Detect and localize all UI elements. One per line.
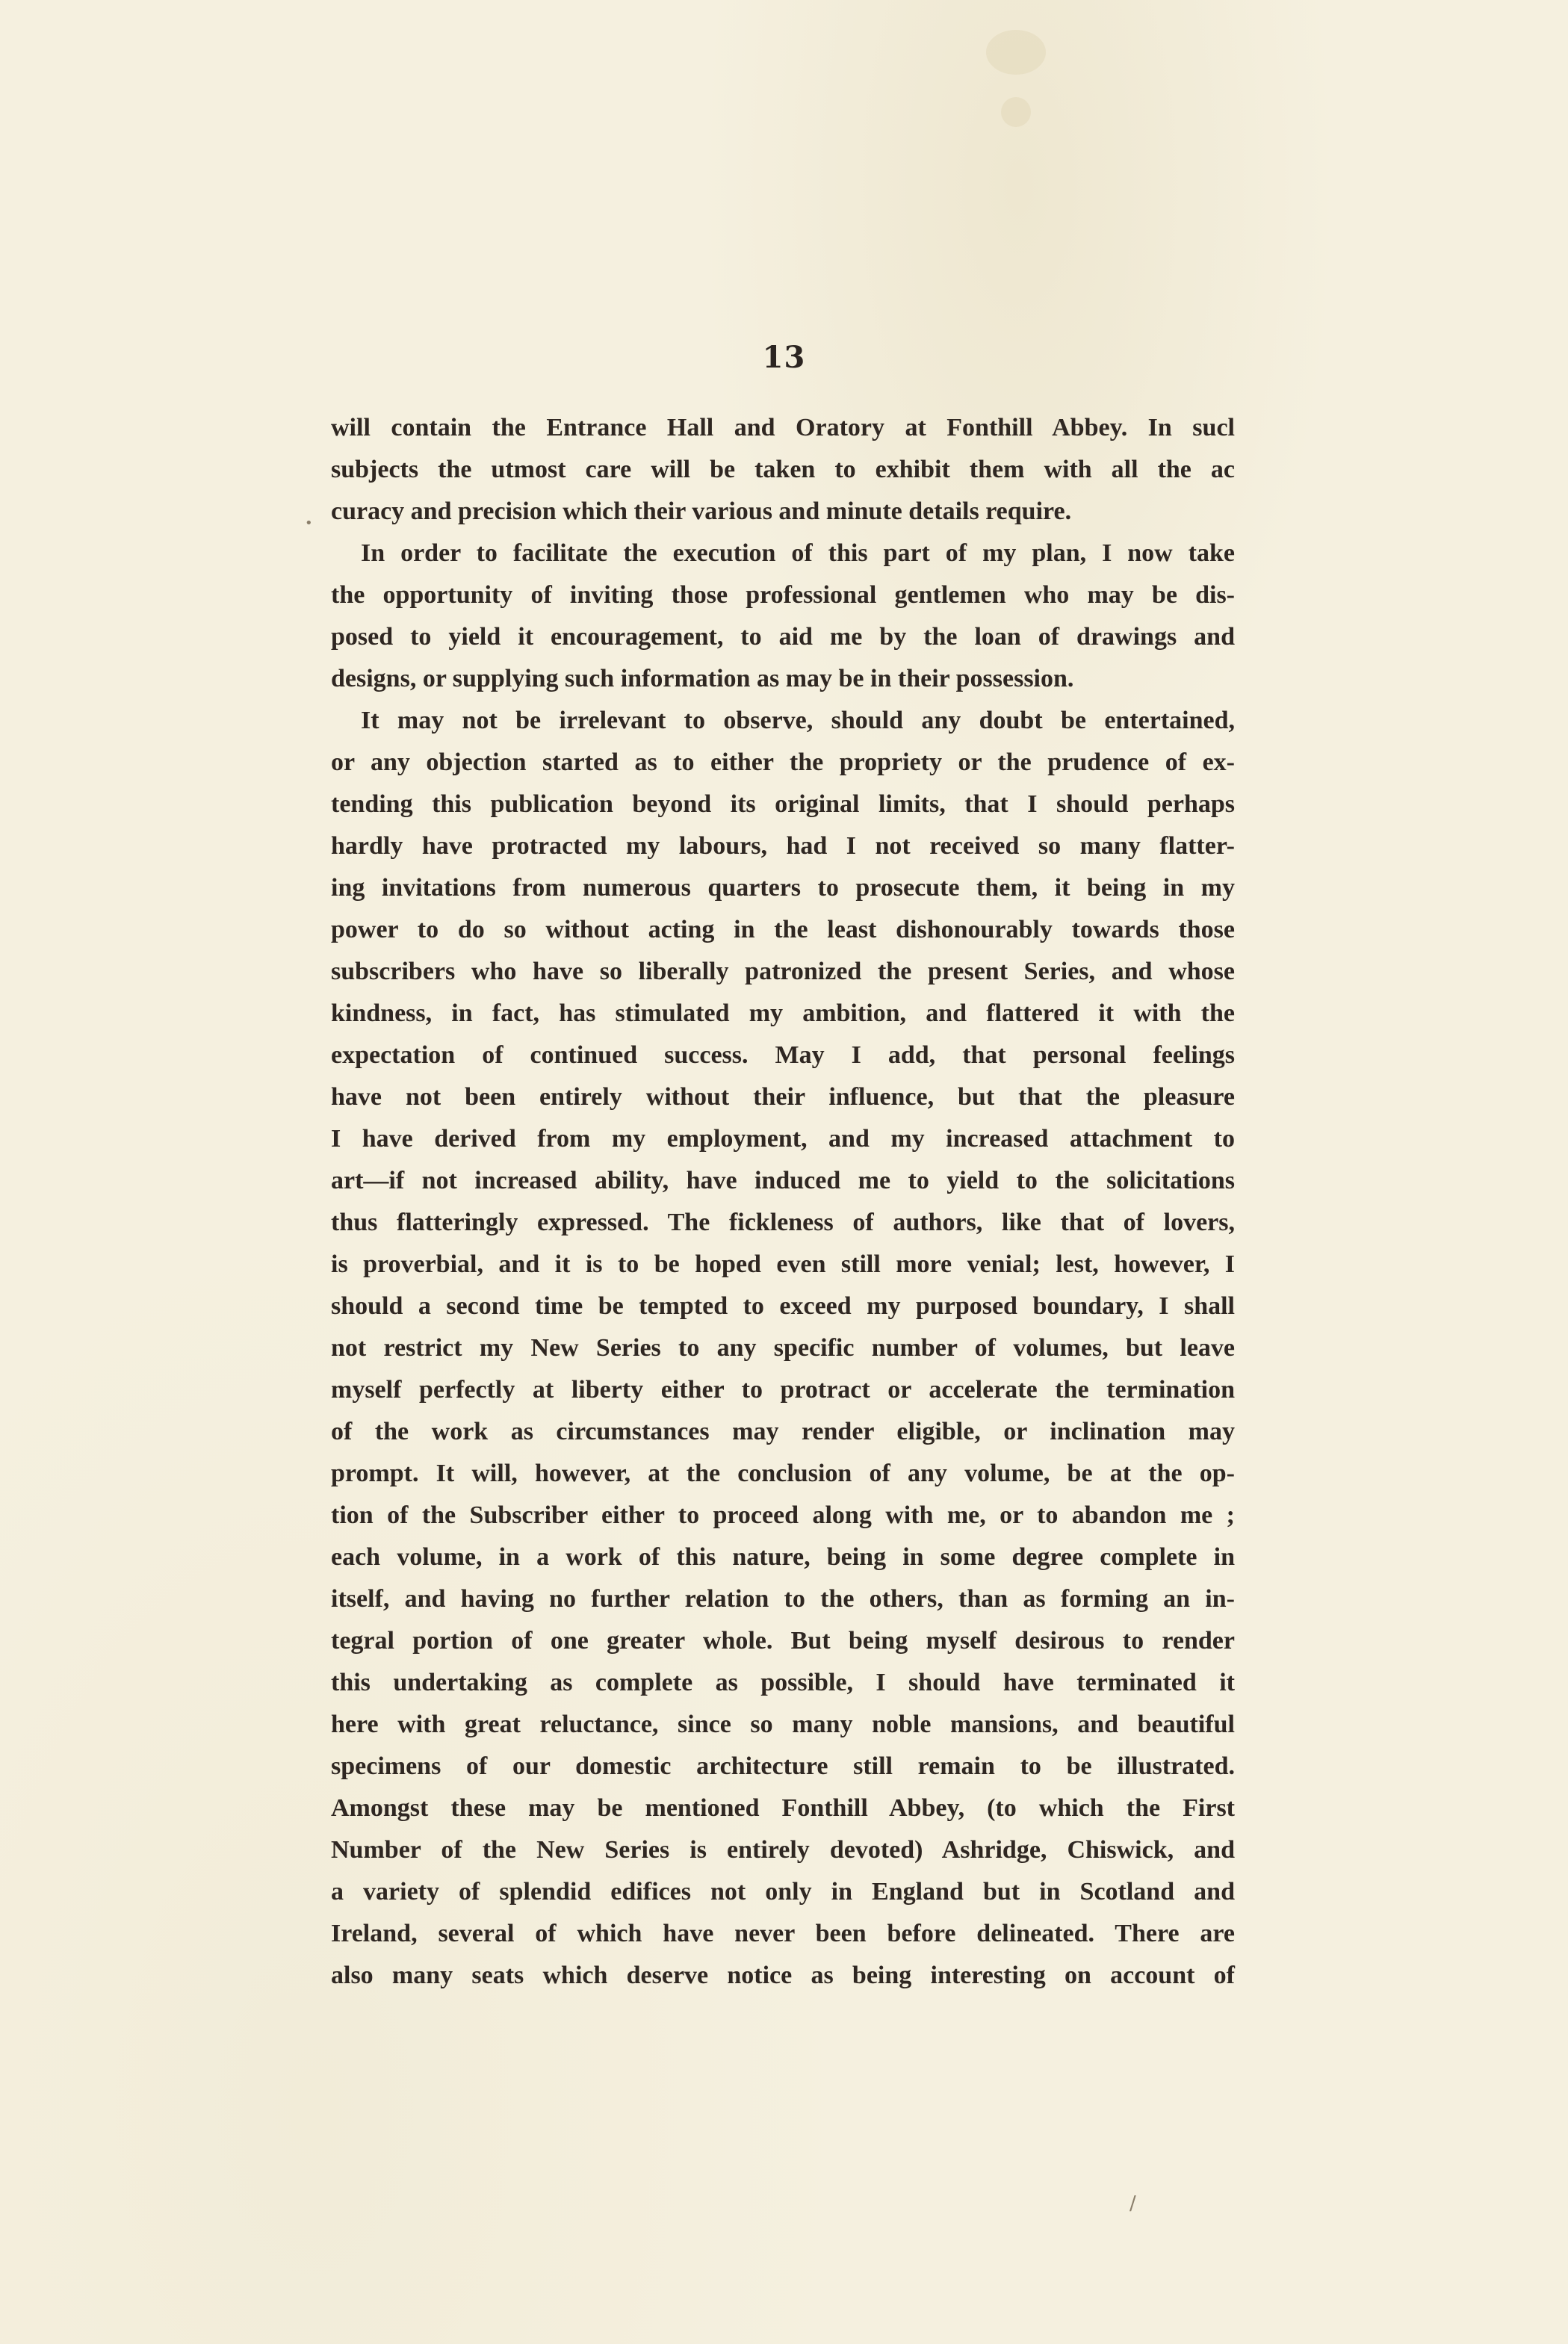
text-line: this undertaking as complete as possible, I should have terminated it [331, 1669, 1235, 1696]
text-line: specimens of our domestic architecture still remain to be illustrated. [331, 1752, 1235, 1780]
text-line: the opportunity of inviting those professional gentlemen who may be dis- [331, 581, 1235, 609]
text-line: curacy and precision which their various and minute details require. [331, 497, 1072, 525]
text-line: designs, or supplying such information as may be in their possession. [331, 665, 1074, 692]
text-line: ing invitations from numerous quarters to prosecute them, it being in my [331, 874, 1235, 902]
paper-stain [1001, 97, 1031, 127]
text-line: have not been entirely without their influence, but that the pleasure [331, 1083, 1235, 1111]
text-line: prompt. It will, however, at the conclusion of any volume, be at the op- [331, 1460, 1235, 1487]
page-number: 13 [762, 340, 806, 375]
text-line: I have derived from my employment, and my increased attachment to [331, 1125, 1235, 1153]
text-line: a variety of splendid edifices not only in England but in Scotland and [331, 1878, 1235, 1906]
text-line: myself perfectly at liberty either to protract or accelerate the termination [331, 1376, 1235, 1404]
text-line: Amongst these may be mentioned Fonthill Abbey, (to which the First [331, 1794, 1235, 1822]
text-line: power to do so without acting in the least dishonourably towards those [331, 916, 1235, 943]
text-line: art—if not increased ability, have induced me to yield to the solicitations [331, 1167, 1235, 1194]
text-line: also many seats which deserve notice as being interesting on account of [331, 1962, 1235, 1989]
text-line: It may not be irrelevant to observe, should any doubt be entertained, [361, 707, 1235, 734]
paper-stain [986, 30, 1046, 75]
text-line: should a second time be tempted to exceed my purposed boundary, I shall [331, 1292, 1235, 1320]
text-line: Ireland, several of which have never been before delineated. There are [331, 1920, 1235, 1947]
margin-speck: / [1129, 2192, 1136, 2215]
text-line: expectation of continued success. May I add, that personal feelings [331, 1041, 1235, 1069]
body-text [331, 407, 1235, 1997]
text-line: itself, and having no further relation to the others, than as forming an in- [331, 1585, 1235, 1613]
margin-speck: • [305, 515, 313, 531]
text-line: subscribers who have so liberally patronized the present Series, and whose [331, 958, 1235, 985]
text-line: posed to yield it encouragement, to aid me by the loan of drawings and [331, 623, 1235, 651]
text-line: tion of the Subscriber either to proceed along with me, or to abandon me ; [331, 1501, 1235, 1529]
text-line: each volume, in a work of this nature, being in some degree complete in [331, 1543, 1235, 1571]
text-line: hardly have protracted my labours, had I not received so many flatter- [331, 832, 1235, 860]
text-line: tegral portion of one greater whole. But being myself desirous to render [331, 1627, 1235, 1655]
text-line: thus flatteringly expressed. The fickleness of authors, like that of lovers, [331, 1209, 1235, 1236]
text-line: subjects the utmost care will be taken to exhibit them with all the ac [331, 456, 1235, 483]
text-line: will contain the Entrance Hall and Oratory at Fonthill Abbey. In sucl [331, 414, 1235, 441]
text-line: not restrict my New Series to any specific number of volumes, but leave [331, 1334, 1235, 1362]
text-line: In order to facilitate the execution of this part of my plan, I now take [361, 539, 1235, 567]
text-line: kindness, in fact, has stimulated my ambition, and flattered it with the [331, 999, 1235, 1027]
text-line: here with great reluctance, since so many noble mansions, and beautiful [331, 1711, 1235, 1738]
text-line: Number of the New Series is entirely devoted) Ashridge, Chiswick, and [331, 1836, 1235, 1864]
text-line: tending this publication beyond its original limits, that I should perhaps [331, 790, 1235, 818]
text-line: is proverbial, and it is to be hoped even still more venial; lest, however, I [331, 1250, 1235, 1278]
text-line: of the work as circumstances may render eligible, or inclination may [331, 1418, 1235, 1445]
text-line: or any objection started as to either the propriety or the prudence of ex- [331, 748, 1235, 776]
